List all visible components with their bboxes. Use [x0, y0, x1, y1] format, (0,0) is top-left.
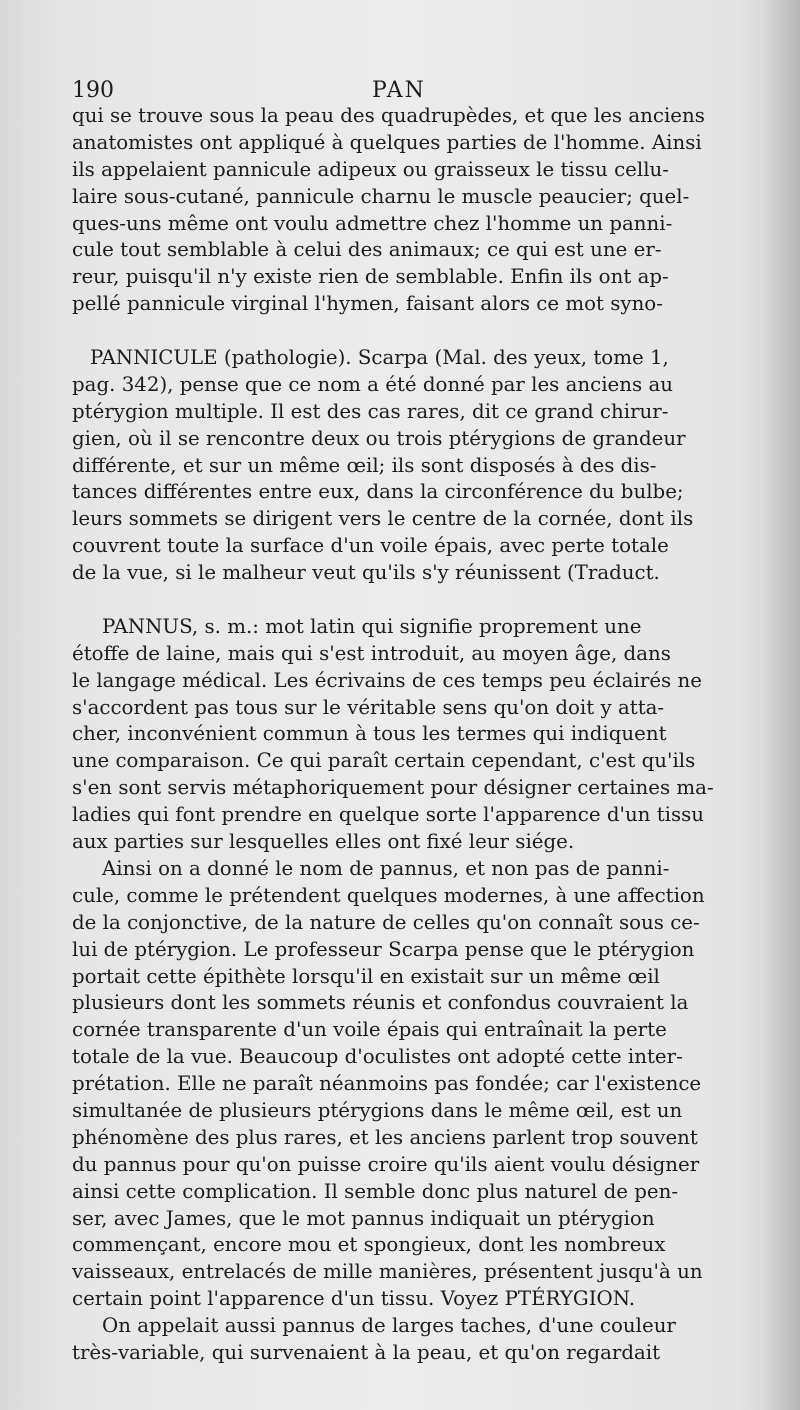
- text-line: ils appelaient pannicule adipeux ou graisseux le tissu cellu-: [72, 157, 669, 181]
- text-line: le langage médical. Les écrivains de ces temps peu éclairés ne: [72, 668, 702, 692]
- text-line: simultanée de plusieurs ptérygions dans le même œil, est un: [72, 1098, 683, 1122]
- text-line: reur, puisqu'il n'y existe rien de semblable. Enfin ils ont ap-: [72, 265, 669, 289]
- text-line: totale de la vue. Beaucoup d'oculistes ont adopté cette inter-: [72, 1045, 683, 1069]
- text-line: pag. 342), pense que ce nom a été donné par les anciens au: [72, 372, 673, 396]
- text-line: leurs sommets se dirigent vers le centre de la cornée, dont ils: [72, 507, 694, 531]
- paragraph-start: Ainsi on a donné le nom de pannus, et non pas de panni-: [102, 856, 670, 880]
- text-line: s'en sont servis métaphoriquement pour désigner certaines ma-: [72, 776, 714, 800]
- text-line: ser, avec James, que le mot pannus indiquait un ptérygion: [72, 1206, 655, 1230]
- page-gutter-shadow: [760, 0, 800, 1410]
- text-line: cornée transparente d'un voile épais qui entraînait la perte: [72, 1018, 667, 1042]
- text-line: du pannus pour qu'on puisse croire qu'ils aient voulu désigner: [72, 1152, 700, 1176]
- text-line: vaisseaux, entrelacés de mille manières, présentent jusqu'à un: [72, 1260, 703, 1284]
- text-line: laire sous-cutané, pannicule charnu le muscle peaucier; quel-: [72, 184, 690, 208]
- page-header: [72, 78, 736, 106]
- text-line: prétation. Elle ne paraît néanmoins pas fondée; car l'existence: [72, 1072, 702, 1096]
- text-line: tances différentes entre eux, dans la circonférence du bulbe;: [72, 480, 684, 504]
- text-line: anatomistes ont appliqué à quelques parties de l'homme. Ainsi: [72, 130, 702, 154]
- text-line: gien, où il se rencontre deux ou trois ptérygions de grandeur: [72, 426, 686, 450]
- text-line: cher, inconvénient commun à tous les termes qui indiquent: [72, 722, 667, 746]
- text-line: cule tout semblable à celui des animaux; ce qui est une er-: [72, 238, 662, 262]
- text-line: cule, comme le prétendent quelques modernes, à une affection: [72, 883, 705, 907]
- text-line: une comparaison. Ce qui paraît certain cependant, c'est qu'ils: [72, 749, 696, 773]
- text-line: commençant, encore mou et spongieux, dont les nombreux: [72, 1233, 666, 1257]
- text-line: de la conjonctive, de la nature de celles qu'on connaît sous ce-: [72, 910, 700, 934]
- text-line: ques-uns même ont voulu admettre chez l'homme un panni-: [72, 211, 673, 235]
- text-line: qui se trouve sous la peau des quadrupèdes, et que les anciens: [72, 104, 705, 127]
- text-line: phénomène des plus rares, et les anciens parlent trop souvent: [72, 1125, 698, 1149]
- paragraph-start: On appelait aussi pannus de larges taches, d'une couleur: [102, 1314, 676, 1338]
- running-head: PAN: [372, 78, 426, 103]
- text-line: plusieurs dont les sommets réunis et confondus couvraient la: [72, 991, 689, 1015]
- text-line: ptérygion multiple. Il est des cas rares, dit ce grand chirur-: [72, 399, 669, 423]
- text-line-with-signature: [72, 587, 736, 614]
- entry-start-pannus: PANNUS, s. m.: mot latin qui signifie proprement une: [102, 614, 642, 638]
- text-line: couvrent toute la surface d'un voile épais, avec perte totale: [72, 534, 669, 558]
- text-line: ladies qui font prendre en quelque sorte l'apparence d'un tissu: [72, 803, 705, 827]
- text-line: aux parties sur lesquelles elles ont fixé leur siége.: [72, 830, 575, 854]
- page-body: [72, 103, 736, 1367]
- text-line: différente, et sur un même œil; ils sont disposés à des dis-: [72, 453, 657, 477]
- text-line: très-variable, qui survenaient à la peau, et qu'on regardait: [72, 1340, 661, 1364]
- text-line: s'accordent pas tous sur le véritable sens qu'on doit y atta-: [72, 695, 665, 719]
- text-line: portait cette épithète lorsqu'il en existait sur un même œil: [72, 964, 660, 988]
- text-line: lui de ptérygion. Le professeur Scarpa pense que le ptérygion: [72, 937, 695, 961]
- text-line: étoffe de laine, mais qui s'est introduit, au moyen âge, dans: [72, 641, 671, 665]
- text-line-with-signature: [72, 318, 736, 345]
- text-line: certain point l'apparence d'un tissu. Voyez PTÉRYGION.: [72, 1287, 636, 1311]
- page-number: 190: [72, 78, 114, 103]
- text-line: pellé pannicule virginal l'hymen, faisant alors ce mot syno-: [72, 292, 663, 316]
- entry-start-pannicule: PANNICULE (pathologie). Scarpa (Mal. des yeux, tome 1,: [90, 346, 669, 370]
- text-line: ainsi cette complication. Il semble donc plus naturel de pen-: [72, 1179, 679, 1203]
- text-line: de la vue, si le malheur veut qu'ils s'y réunissent (Traduct.: [72, 561, 660, 585]
